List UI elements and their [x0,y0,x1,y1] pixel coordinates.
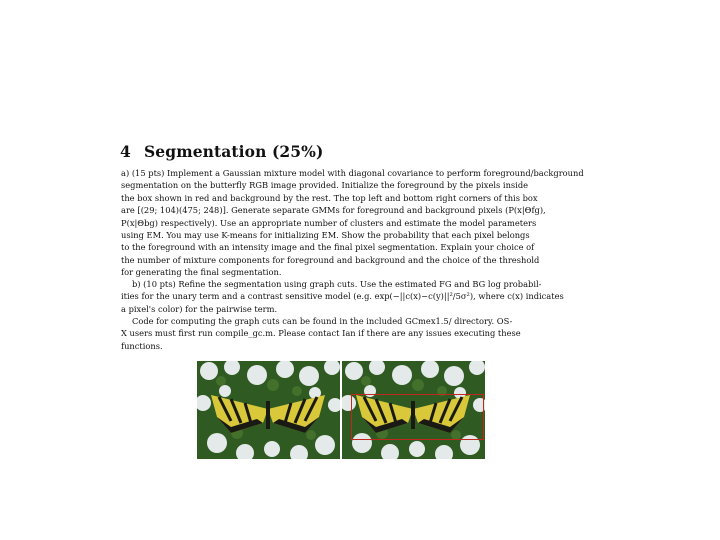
text-line: ities for the unary term and a contrast sensitive model (e.g. exp(−||c(x)−c(y)||²/5σ²), where c(x) indicates [121,291,564,302]
text-line: to the foreground with an intensity image and the final pixel segmentation. Explain your choice of [121,242,535,253]
butterfly-image-with-box [342,361,485,459]
text-line: X users must first run compile_gc.m. Please contact Ian if there are any issues executing these [121,328,521,339]
foreground-bounding-box [351,394,484,440]
text-line: a pixel's color) for the pairwise term. [121,303,278,314]
text-line: using EM. You may use K-means for initializing EM. Show the probability that each pixel belongs [121,230,530,241]
text-line: the number of mixture components for foreground and background and the choice of the threshold [121,254,540,265]
text-line: are [(29; 104)(475; 248)]. Generate separate GMMs for foreground and background pixels (P(x|Θfg), [121,205,546,216]
part-b-paragraph [121,278,564,315]
text-line: the box shown in red and background by the rest. The top left and bottom right corners of this box [121,192,538,203]
text-line: b) (10 pts) Refine the segmentation using graph cuts. Use the estimated FG and BG log probabil- [132,279,542,289]
section-number: 4 [120,142,131,161]
part-a-paragraph [121,167,584,279]
text-line: for generating the final segmentation. [121,267,282,278]
code-note-paragraph [121,315,521,352]
section-heading [120,142,323,161]
text-line: a) (15 pts) Implement a Gaussian mixture model with diagonal covariance to perform foreground/background [121,168,584,178]
butterfly-image [197,361,340,459]
text-line: functions. [121,340,163,351]
text-line: segmentation on the butterfly RGB image provided. Initialize the foreground by the pixels inside [121,180,529,191]
section-title: Segmentation (25%) [144,142,324,161]
text-line: Code for computing the graph cuts can be found in the included GCmex1.5/ directory. OS- [132,316,513,326]
butterfly-photo [197,361,340,459]
text-line: P(x|Θbg) respectively). Use an appropriate number of clusters and estimate the model parameters [121,217,537,228]
